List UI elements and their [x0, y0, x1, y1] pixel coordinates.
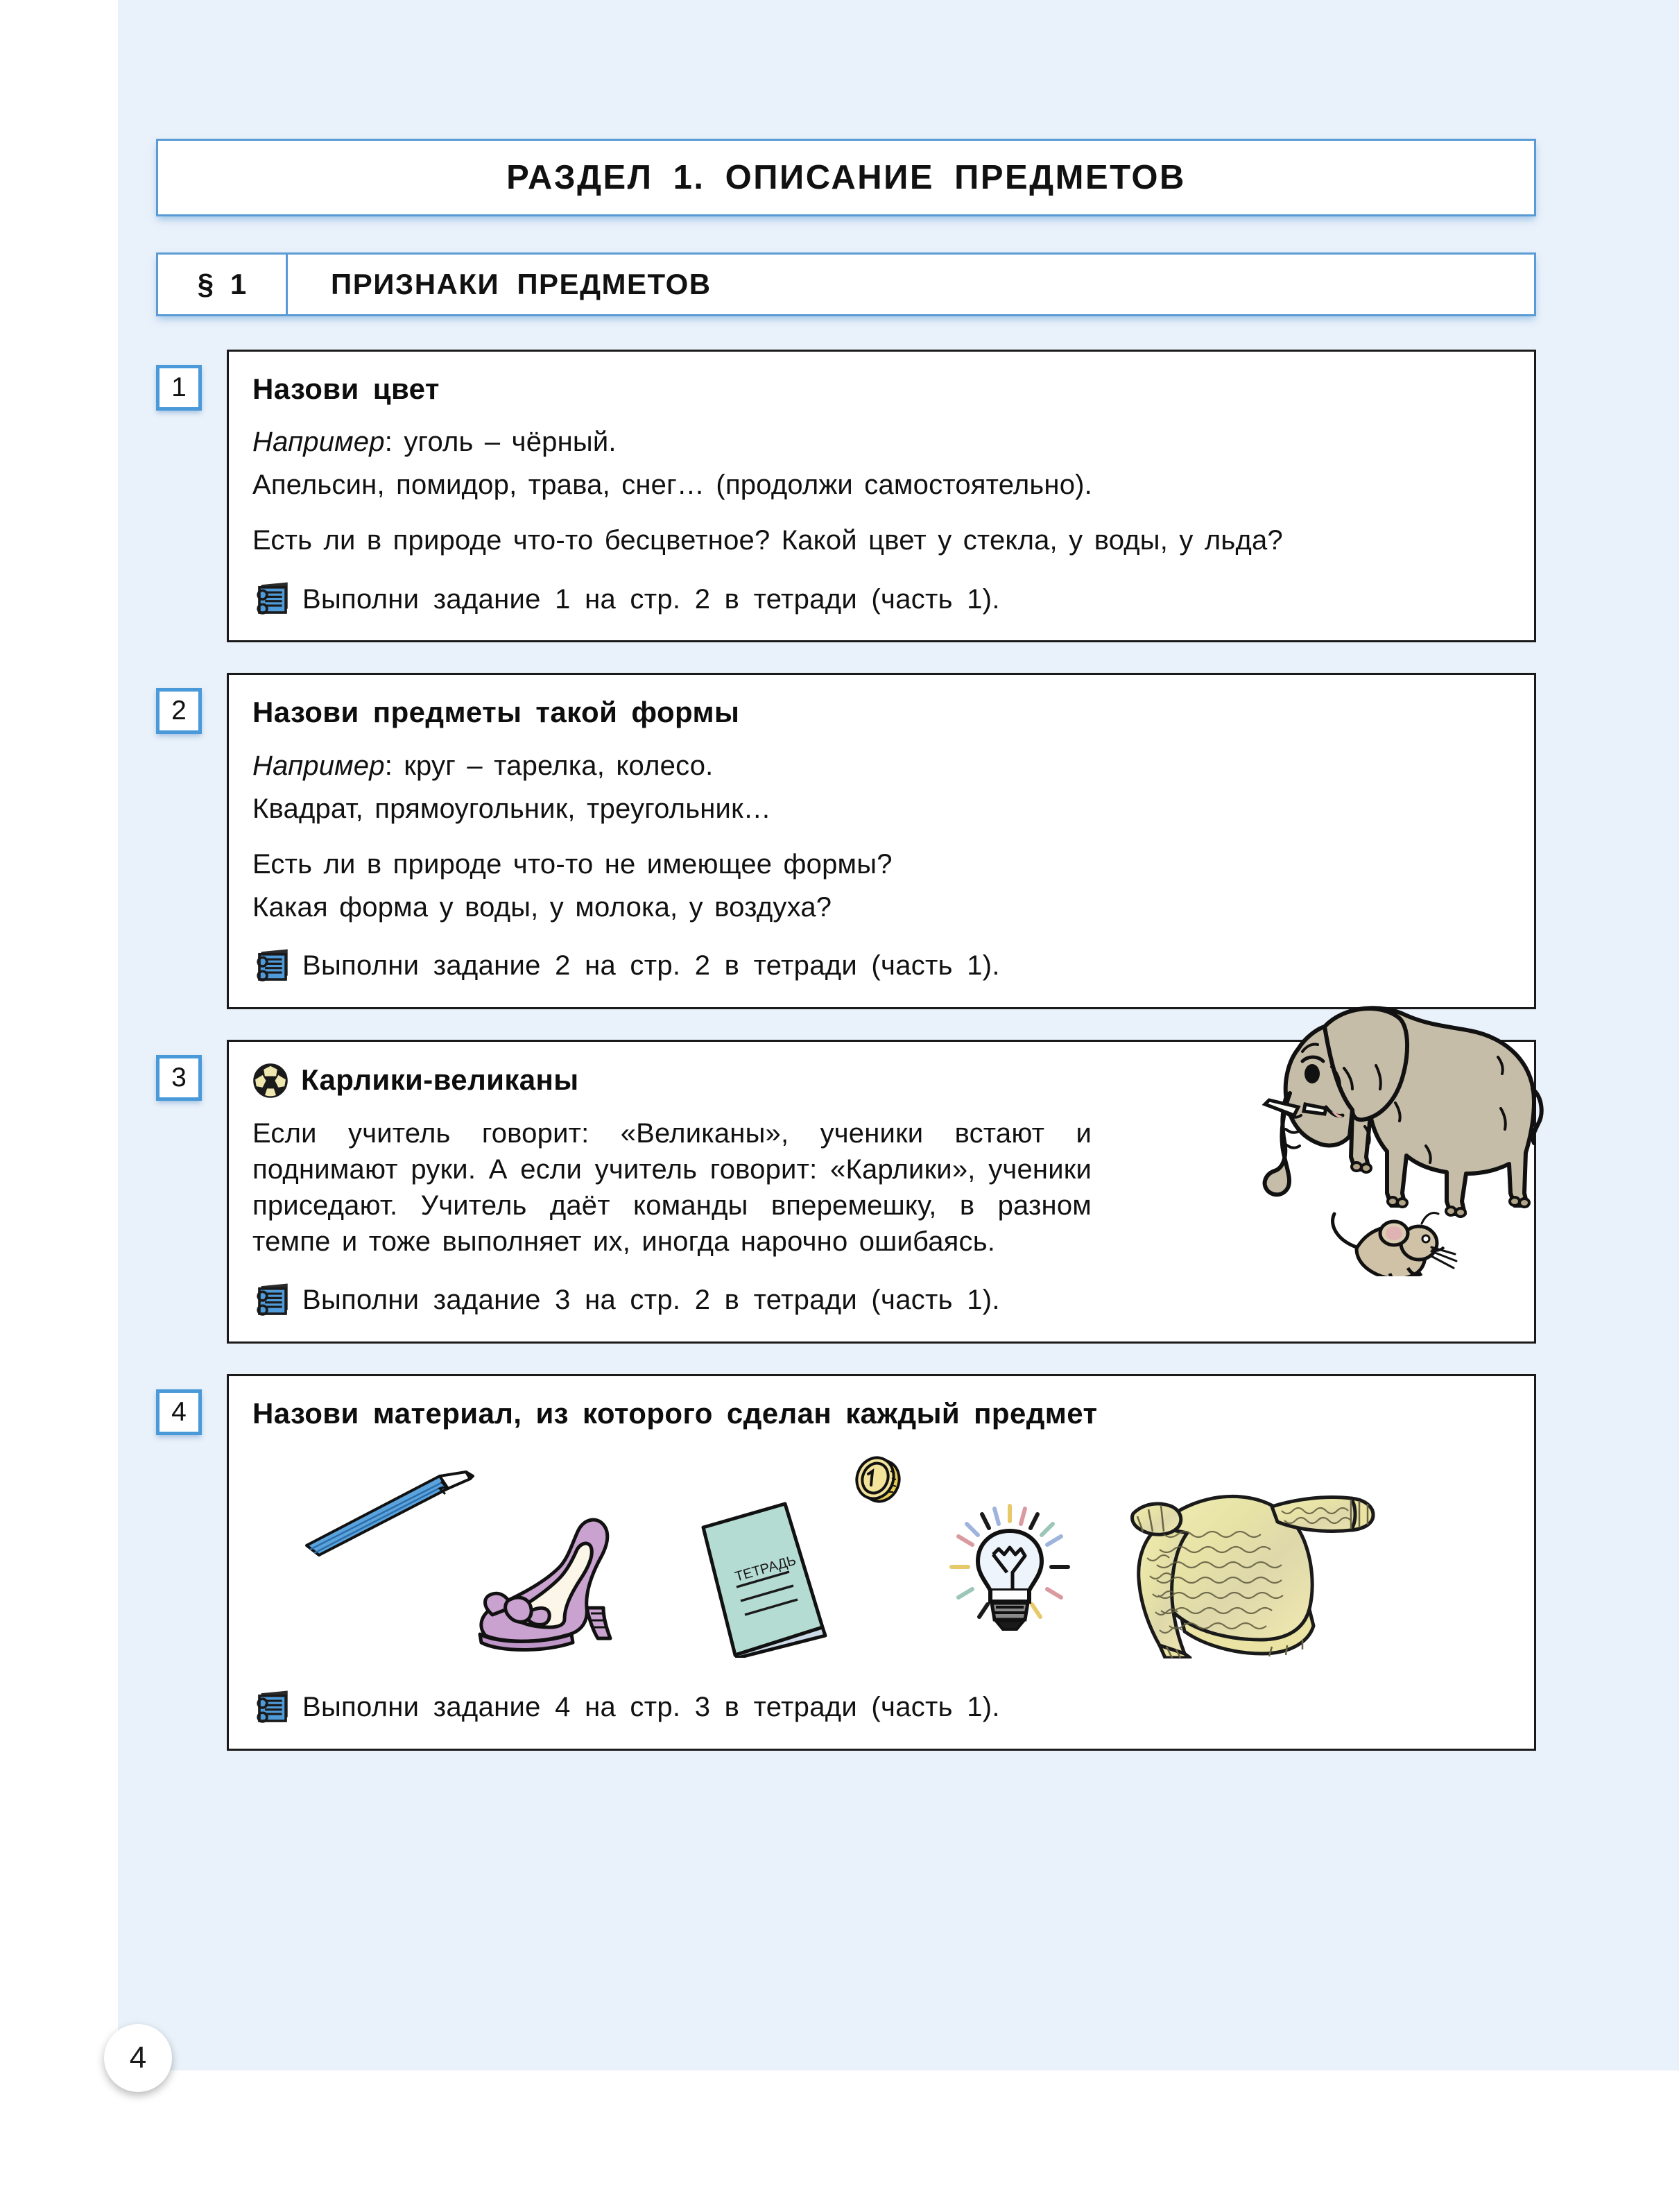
notebook-icon	[252, 1280, 293, 1321]
task-row-1	[156, 350, 1536, 642]
notebook-note-text: Выполни задание 3 на стр. 2 в тетради (часть 1).	[302, 1285, 1000, 1316]
section-title: РАЗДЕЛ 1. ОПИСАНИЕ ПРЕДМЕТОВ	[506, 159, 1186, 196]
task-example-line	[252, 424, 1510, 460]
game-title-row	[252, 1063, 1092, 1099]
task-row-3	[156, 1040, 1536, 1344]
task-number-badge: 4	[156, 1389, 202, 1435]
example-label: Например	[252, 750, 385, 781]
task-title: Назови цвет	[252, 372, 440, 405]
object-illustrations	[252, 1448, 1510, 1667]
soccer-ball-icon	[252, 1063, 289, 1099]
task-question: Есть ли в природе что-то бесцветное? Какой цвет у стекла, у воды, у льда?	[252, 525, 1283, 556]
task-question-line-1: Есть ли в природе что-то не имеющее формы?	[252, 848, 893, 880]
example-label: Например	[252, 427, 385, 458]
task-number-badge: 2	[156, 688, 202, 734]
task-example-line-2: Апельсин, помидор, трава, снег… (продолжи самостоятельно).	[252, 470, 1092, 501]
task-row-4	[156, 1374, 1536, 1751]
section-title-bar	[156, 139, 1536, 216]
notebook-note-text: Выполни задание 4 на стр. 3 в тетради (часть 1).	[302, 1692, 1000, 1723]
notebook-icon	[252, 946, 293, 986]
paragraph-title: ПРИЗНАКИ ПРЕДМЕТОВ	[288, 252, 1536, 316]
notebook-icon	[252, 579, 293, 619]
elephant-and-mouse-illustration	[1221, 985, 1547, 1276]
notebook-note	[252, 1688, 1510, 1728]
paragraph-bar	[156, 252, 1536, 316]
notebook-note-text: Выполни задание 1 на стр. 2 в тетради (часть 1).	[302, 583, 1000, 615]
notebook-illustration	[696, 1484, 856, 1658]
notebook-note	[252, 579, 1510, 619]
task-question-line-2: Какая форма у воды, у молока, у воздуха?	[252, 891, 832, 923]
notebook-label: ТЕТРАДЬ	[733, 1552, 798, 1585]
task-box-3	[227, 1040, 1536, 1344]
task-number-badge: 1	[156, 365, 202, 411]
example-rest: : круг – тарелка, колесо.	[384, 750, 714, 781]
notebook-note-text: Выполни задание 2 на стр. 2 в тетради (часть 1).	[302, 950, 1000, 981]
task-example-line-2: Квадрат, прямоугольник, треугольник…	[252, 793, 772, 824]
task-body-text: Если учитель говорит: «Великаны», ученики встают и поднимают руки. А если учитель говорит: «Карлики», ученики приседают. Учитель даёт команды вперемешку, в разном темпе и тоже выполняет их, иногда нарочно ошибаясь.	[252, 1117, 1092, 1257]
light-bulb-icon	[946, 1500, 1074, 1632]
page-content	[156, 139, 1536, 1781]
example-rest: : уголь – чёрный.	[384, 427, 617, 458]
task-box-2	[227, 673, 1536, 1009]
task-title: Карлики-великаны	[301, 1063, 579, 1097]
task-box-1	[227, 350, 1536, 642]
task-3-body	[252, 1063, 1092, 1260]
knitted-sweater-icon	[1112, 1468, 1386, 1658]
coin-icon	[850, 1452, 906, 1507]
task-title: Назови предметы такой формы	[252, 696, 740, 729]
pencil-icon	[301, 1468, 474, 1558]
notebook-note	[252, 946, 1510, 986]
task-row-2	[156, 673, 1536, 1009]
notebook-icon	[252, 1688, 293, 1728]
task-title: Назови материал, из которого сделан каждый предмет	[252, 1396, 1098, 1430]
mouse-illustration	[1333, 1212, 1456, 1276]
high-heel-shoe-icon	[467, 1509, 627, 1658]
page-number: 4	[104, 2024, 172, 2092]
paragraph-sign: § 1	[156, 252, 288, 316]
task-example-line	[252, 748, 1510, 784]
notebook-note	[252, 1280, 1510, 1321]
task-box-4	[227, 1374, 1536, 1751]
task-number-badge: 3	[156, 1055, 202, 1101]
